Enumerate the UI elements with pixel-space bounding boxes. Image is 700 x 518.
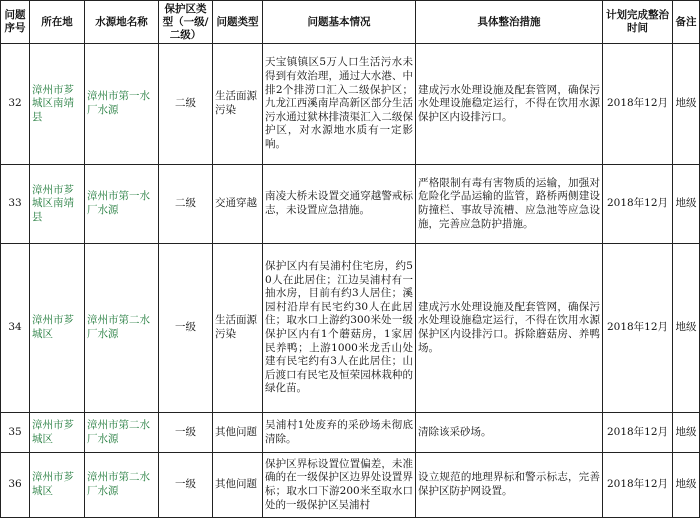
cell-type: 其他问题 xyxy=(213,413,263,453)
cell-situation: 南凌大桥未设置交通穿越警戒标志，未设置应急措施。 xyxy=(263,165,416,244)
cell-situation: 吴浦村1处废弃的采砂场未彻底清除。 xyxy=(263,413,416,453)
header-source: 水源地名称 xyxy=(85,1,159,44)
cell-note: 地级 xyxy=(673,244,700,413)
cell-source: 漳州市第二水厂水源 xyxy=(85,413,159,453)
table-row xyxy=(1,413,700,453)
cell-situation: 保护区界标设置位置偏差，未准确的在一级保护区边界处设置界标；取水口下游200米至取水口处的一级保护区吴浦村 xyxy=(263,453,416,518)
cell-note: 地级 xyxy=(673,165,700,244)
header-measures: 具体整治措施 xyxy=(416,1,603,44)
cell-level: 一级 xyxy=(159,244,213,413)
cell-deadline: 2018年12月 xyxy=(603,244,673,413)
cell-location: 漳州市芗城区 xyxy=(30,244,85,413)
cell-measures: 清除该采砂场。 xyxy=(416,413,603,453)
cell-source: 漳州市第二水厂水源 xyxy=(85,244,159,413)
cell-seq: 35 xyxy=(1,413,30,453)
cell-type: 生活面源污染 xyxy=(213,244,263,413)
cell-situation: 天宝镇镇区5万人口生活污水未得到有效治理，通过大水港、中排2个排涝口汇入二级保护区；九龙江西溪南岸高新区部分生活污水通过狱林排渍渠汇入二级保护区，对水源地水质有一定影响。 xyxy=(263,44,416,165)
table-row xyxy=(1,244,700,413)
cell-measures: 建成污水处理设施及配套管网，确保污水处理设施稳定运行，不得在饮用水源保护区内设排污口。拆除蘑菇房、养鸭场。 xyxy=(416,244,603,413)
cell-measures: 严格限制有毒有害物质的运输，加强对危险化学品运输的监管，路桥两侧建设防撞栏、事故导流槽、应急池等应急设施，完善应急防护措施。 xyxy=(416,165,603,244)
cell-note: 地级 xyxy=(673,44,700,165)
table-row xyxy=(1,165,700,244)
header-level: 保护区类型（一级/二级） xyxy=(159,1,213,44)
cell-measures: 设立规范的地理界标和警示标志，完善保护区防护网设置。 xyxy=(416,453,603,518)
cell-location: 漳州市芗城区南靖县 xyxy=(30,165,85,244)
header-situation: 问题基本情况 xyxy=(263,1,416,44)
cell-level: 一级 xyxy=(159,453,213,518)
cell-note: 地级 xyxy=(673,453,700,518)
cell-deadline: 2018年12月 xyxy=(603,44,673,165)
cell-seq: 33 xyxy=(1,165,30,244)
cell-seq: 34 xyxy=(1,244,30,413)
header-seq: 问题序号 xyxy=(1,1,30,44)
cell-location: 漳州市芗城区 xyxy=(30,453,85,518)
cell-note: 地级 xyxy=(673,413,700,453)
cell-location: 漳州市芗城区南靖县 xyxy=(30,44,85,165)
table-row xyxy=(1,453,700,518)
cell-level: 一级 xyxy=(159,413,213,453)
cell-type: 生活面源污染 xyxy=(213,44,263,165)
header-location: 所在地 xyxy=(30,1,85,44)
cell-seq: 36 xyxy=(1,453,30,518)
cell-type: 交通穿越 xyxy=(213,165,263,244)
header-type: 问题类型 xyxy=(213,1,263,44)
cell-location: 漳州市芗城区 xyxy=(30,413,85,453)
cell-source: 漳州市第一水厂水源 xyxy=(85,165,159,244)
cell-type: 其他问题 xyxy=(213,453,263,518)
cell-seq: 32 xyxy=(1,44,30,165)
cell-level: 二级 xyxy=(159,44,213,165)
cell-level: 二级 xyxy=(159,165,213,244)
cell-measures: 建成污水处理设施及配套管网，确保污水处理设施稳定运行，不得在饮用水源保护区内设排污口。 xyxy=(416,44,603,165)
header-row xyxy=(1,1,700,44)
header-deadline: 计划完成整治时间 xyxy=(603,1,673,44)
cell-deadline: 2018年12月 xyxy=(603,413,673,453)
cell-deadline: 2018年12月 xyxy=(603,165,673,244)
cell-source: 漳州市第二水厂水源 xyxy=(85,453,159,518)
table-row xyxy=(1,44,700,165)
cell-deadline: 2018年12月 xyxy=(603,453,673,518)
header-note: 备注 xyxy=(673,1,700,44)
cell-situation: 保护区内有吴浦村住宅房，约50人在此居住；江边吴浦村有一抽水房，目前有约3人居住；溪园村沿岸有民宅约30人在此居住；取水口上游约300米处一级保护区内有1个蘑菇房，1家居民养鸭；上游1000米龙舌山处建有民宅约有3人在此居住；山后渡口有民宅及恒荣园林栽种的绿化苗。 xyxy=(263,244,416,413)
cell-source: 漳州市第一水厂水源 xyxy=(85,44,159,165)
